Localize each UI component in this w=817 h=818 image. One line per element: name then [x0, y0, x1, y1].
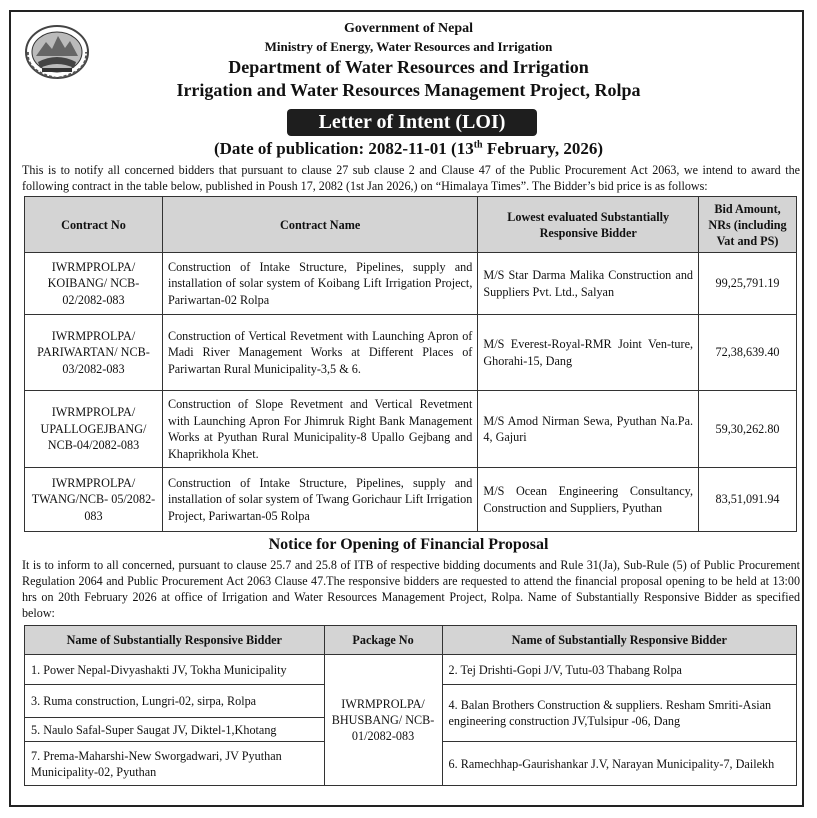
col-contract-no: Contract No [25, 197, 163, 253]
contract-name: Construction of Slope Revetment and Vertical Revetment with Launching Apron For Jhimruk Right Bank Management Works at Pyuthan Rural Municipality-8 Upallo Gejbang and Khaprikhola Khet. [162, 391, 477, 468]
contract-no: IWRMPROLPA/ TWANG/NCB- 05/2082-083 [25, 468, 163, 532]
intro-paragraph: This is to notify all concerned bidders that pursuant to clause 27 sub clause 2 and Clause 47 of the Public Procurement Act 2063, we intend to award the following contract in the table below, published in Poush 17, 2082 (1st Jan 2026,) on “Himalaya Times”. The Bidder’s bid price is as follows: [22, 163, 800, 193]
header-project: Irrigation and Water Resources Management Project, Rolpa [176, 80, 641, 100]
table-row [25, 468, 797, 532]
bidder-6: 6. Ramechhap-Gaurishankar J.V, Narayan Municipality-7, Dailekh [442, 742, 796, 786]
bidders-header-row [25, 626, 797, 655]
contract-no: IWRMPROLPA/ UPALLOGEJBANG/ NCB-04/2082-083 [25, 391, 163, 468]
header-government: Government of Nepal [343, 21, 474, 36]
publication-date: (Date of publication: 2082-11-01 (13th February, 2026) [213, 139, 604, 158]
col-bidder-right: Name of Substantially Responsive Bidder [442, 626, 796, 655]
contract-name: Construction of Vertical Revetment with Launching Apron of Madi River Management Works at Different Places of Pariwartan Rural Municipality-3,5 & 6. [162, 315, 477, 391]
contract-amount: 99,25,791.19 [699, 253, 797, 315]
header-department: Department of Water Resources and Irrigation [228, 57, 589, 77]
contract-amount: 83,51,091.94 [699, 468, 797, 532]
col-package-no: Package No [324, 626, 442, 655]
contract-bidder: M/S Everest-Royal-RMR Joint Ven-ture, Ghorahi-15, Dang [478, 315, 699, 391]
contracts-header-row [25, 197, 797, 253]
notice-paragraph: It is to inform to all concerned, pursuant to clause 25.7 and 25.8 of ITB of respective bidding documents and Rule 31(Ja), Sub-Rule (5) of Public Procurement Regulation 2064 and Public Procurement Act 2063 Clause 47.The responsive bidders are requested to attend the financial proposal opening to be held at 13:00 hrs on 20th February 2026 at office of Irrigation and Water Resources Management Project, Rolpa. Name of Substantially Responsive Bidder as specified below: [22, 558, 800, 620]
contract-bidder: M/S Ocean Engineering Consultancy, Construction and Suppliers, Pyuthan [478, 468, 699, 532]
contract-bidder: M/S Amod Nirman Sewa, Pyuthan Na.Pa. 4, Gajuri [478, 391, 699, 468]
notice-title: Notice for Opening of Financial Proposal [268, 536, 549, 553]
contract-name: Construction of Intake Structure, Pipelines, supply and installation of solar system of Koibang Lift Irrigation Project, Pariwartan-02 Rolpa [162, 253, 477, 315]
bidder-2: 2. Tej Drishti-Gopi J/V, Tutu-03 Thabang Rolpa [442, 655, 796, 685]
contract-no: IWRMPROLPA/ PARIWARTAN/ NCB-03/2082-083 [25, 315, 163, 391]
contract-amount: 72,38,639.40 [699, 315, 797, 391]
table-row [25, 253, 797, 315]
contract-no: IWRMPROLPA/ KOIBANG/ NCB-02/2082-083 [25, 253, 163, 315]
contracts-table [24, 196, 797, 532]
bidder-1: 1. Power Nepal-Divyashakti JV, Tokha Municipality [25, 655, 325, 685]
loi-title: Letter of Intent (LOI) [287, 109, 537, 136]
bidder-3: 3. Ruma construction, Lungri-02, sirpa, Rolpa [25, 685, 325, 718]
contract-bidder: M/S Star Darma Malika Construction and Suppliers Pvt. Ltd., Salyan [478, 253, 699, 315]
table-row [25, 315, 797, 391]
bidder-4: 4. Balan Brothers Construction & suppliers. Resham Smriti-Asian engineering construction JV,Tulsipur -06, Dang [442, 685, 796, 742]
table-row [25, 391, 797, 468]
col-bidder: Lowest evaluated Substantially Responsive Bidder [478, 197, 699, 253]
contract-name: Construction of Intake Structure, Pipelines, supply and installation of solar system of Twang Gorichaur Lift Irrigation Project, Pariwartan-05 Rolpa [162, 468, 477, 532]
contract-amount: 59,30,262.80 [699, 391, 797, 468]
bidder-7: 7. Prema-Maharshi-New Sworgadwari, JV Pyuthan Municipality-02, Pyuthan [25, 742, 325, 786]
col-bid-amount: Bid Amount, NRs (including Vat and PS) [699, 197, 797, 253]
col-contract-name: Contract Name [162, 197, 477, 253]
responsive-bidders-table [24, 625, 797, 786]
bidder-5: 5. Naulo Safal-Super Saugat JV, Diktel-1,Khotang [25, 718, 325, 742]
col-bidder-left: Name of Substantially Responsive Bidder [25, 626, 325, 655]
package-no: IWRMPROLPA/ BHUSBANG/ NCB-01/2082-083 [324, 655, 442, 786]
header-ministry: Ministry of Energy, Water Resources and Irrigation [264, 39, 553, 54]
table-row [25, 655, 797, 685]
